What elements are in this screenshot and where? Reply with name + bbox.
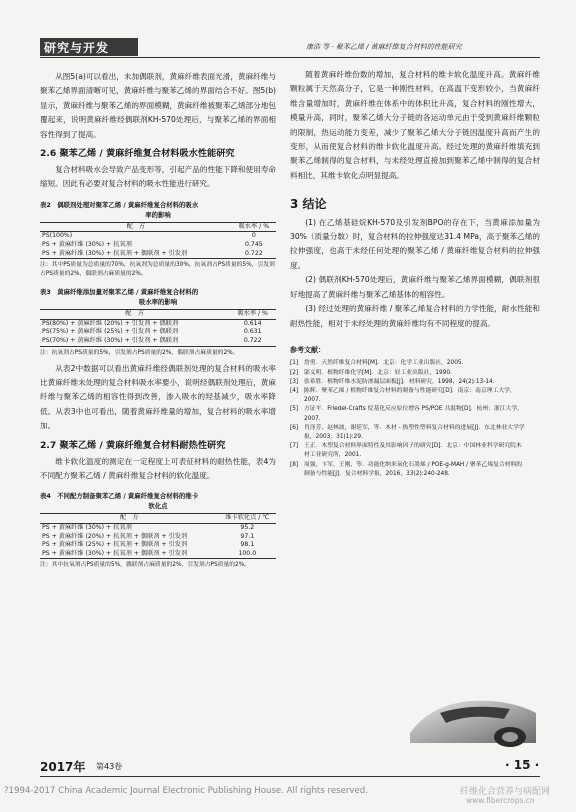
table-header: 配 方 <box>40 222 232 232</box>
header-rule <box>40 57 540 58</box>
table-row: PS + 黄麻纤维 (30%) + 抗氧剂 + 偶联剂 + 引发剂 0.722 <box>40 250 276 259</box>
reference-item: [3] 张希胜．植物纤维水泥防渗漏层面板[J]．材料研究，1998，24(2):13-14. <box>290 378 495 385</box>
table-row: PS + 黄麻纤维 (30%) + 抗氧剂 + 偶联剂 + 引发剂 100.0 <box>40 550 276 559</box>
table-row: PS(70%) + 黄麻纤维 (30%) + 引发剂 + 偶联剂 0.722 <box>40 337 276 346</box>
conclusion-2: (2) 偶联剂KH-570处理后，黄麻纤维与聚苯乙烯界面模糊，偶联剂很好地提高了黄麻纤维与聚苯乙烯基体的相容性。 <box>290 275 540 299</box>
table-header: 配 方 <box>40 514 219 524</box>
table-header: 配 方 <box>40 310 229 320</box>
footer-issue: 第43卷 <box>96 762 123 771</box>
footer-rule <box>40 776 540 777</box>
table-row: PS(100%) 0 <box>42 232 256 240</box>
reference-item: [2] 邬义明．植物纤维化学[M]．北京：轻工业出版社，1990. <box>290 369 452 376</box>
reference-item: [1] 詹勇．天然纤维复合材料[M]．北京：化学工业出版社，2005. <box>290 360 464 367</box>
section-title: 研究与开发 <box>44 41 110 55</box>
table-3 <box>40 309 276 346</box>
table-header: 吸水率 / % <box>229 310 276 320</box>
section-heading-2-6: 2.6 聚苯乙烯 / 黄麻纤维复合材料吸水性能研究 <box>40 148 235 160</box>
table-3-note: 注：抗氧剂占PS质量的5%，引发剂占PS质量的2%，偶联剂占麻质量的2%。 <box>40 349 239 356</box>
table-row: PS + 黄麻纤维 (25%) + 抗氧剂 + 偶联剂 + 引发剂 98.1 <box>42 541 255 549</box>
table-row: PS + 黄麻纤维 (30%) + 抗氧剂 95.2 <box>42 524 255 532</box>
table-header: 吸水率 / % <box>232 222 276 232</box>
paragraph: 复合材料吸水会导致产品变形等，引起产品的性能下降和使用寿命缩短。因此有必要对复合材料的吸水性能进行研究。 <box>40 165 276 189</box>
copyright-notice: ?1994-2017 China Academic Journal Electronic Publishing House. All rights reserved. <box>4 786 368 796</box>
right-column <box>290 68 540 479</box>
paragraph: 维卡软化温度的测定在一定程度上可表征材料的耐热性能，表4为不同配方聚苯乙烯 / 黄麻纤维复合材料的软化温度。 <box>40 456 276 481</box>
table-4 <box>40 513 276 559</box>
reference-item: [6] 肖泽芳，赵林波，谢延军，等．木材 - 热塑性塑料复合材料的进展[J]．东北林业大学学报，2003，31(1):29. <box>290 424 525 440</box>
table-4-caption: 表4 不同配方制备聚苯乙烯 / 黄麻纤维复合材料的维卡 软化点 <box>40 492 199 511</box>
table-row: PS + 黄麻纤维 (30%) + 抗氧剂 0.745 <box>42 241 263 249</box>
section-heading-conclusion: 3 结论 <box>290 197 327 212</box>
car-illustration <box>400 683 540 747</box>
reference-item: [4] 陈辉．聚苯乙烯 / 植物纤维复合材料的制备与性能研究[D]．南京：南京理工大学，2007. <box>290 387 516 404</box>
left-column <box>40 70 276 574</box>
reference-item: [5] 方证平．Friedel-Crafts 烷基化反应原位增容 PS/POE 共混物[D]．杭州：浙江大学，2007. <box>290 406 523 422</box>
running-head: 康浩 等 · 聚苯乙烯 / 黄麻纤维复合材料的性能研究 <box>306 43 462 51</box>
conclusion-1: (1) 在乙烯基硅烷KH-570及引发剂BPO的存在下，当黄麻添加量为30%（质量分数）时，复合材料的拉伸强度达31.4 MPa，高于聚苯乙烯的拉伸强度，也高于未经任何处理的聚苯乙烯 / 黄麻纤维复合材料的拉伸强度。 <box>290 217 540 270</box>
conclusion-3: (3) 经过处理的黄麻纤维 / 聚苯乙烯复合材料的力学性能，耐水性能和耐热性能，相对于未经处理的黄麻纤维均有不同程度的提高。 <box>290 304 540 328</box>
paragraph: 随着黄麻纤维份数的增加，复合材料的维卡软化温度升高。黄麻纤维颗粒属于天然高分子，它是一种刚性材料，在高温下变形较小，当黄麻纤维含量增加时，黄麻纤维在体系中的体积比升高，复合材料的刚性增大，模量升高，同时，聚苯乙烯大分子链的各运动单元由于受到黄麻纤维颗粒的限制，热运动能力变差，减少了聚苯乙烯大分子链因温度升高而产生的变形，从而使复合材料的维卡软化温度升高。经过处理的黄麻纤维填充到聚苯乙烯制得的复合材料，与未经处理直接加到聚苯乙烯中制得的复合材料相比，其维卡软化点明显提高。 <box>290 70 540 180</box>
table-2-note: 注：其中PS质量为总质量的70%，抗氧剂为总质量的30%，抗氧剂占PS质量的5%，引发剂占PS质量的2%，偶联剂占麻质量的2%。 <box>40 262 275 278</box>
table-row: PS(80%) + 黄麻纤维 (20%) + 引发剂 + 偶联剂 0.614 <box>42 319 262 327</box>
table-row: PS + 黄麻纤维 (20%) + 抗氧剂 + 偶联剂 + 引发剂 97.1 <box>42 532 255 540</box>
table-row: PS(75%) + 黄麻纤维 (25%) + 引发剂 + 偶联剂 0.631 <box>42 328 262 336</box>
watermark-url: www.fibercrops.cn <box>466 796 535 805</box>
reference-item: [8] 周强，卞军，王刚，等．功能化纳米氧化石墨烯 / POE-g-MAH / 聚苯乙烯复合材料的制备与性能[J]．复合材料学报，2016，33(2):240-248. <box>290 461 523 477</box>
table-2-caption: 表2 偶联剂处理对聚苯乙烯 / 黄麻纤维复合材料的吸水 率的影响 <box>40 200 199 219</box>
reference-list <box>290 359 526 479</box>
section-heading-2-7: 2.7 聚苯乙烯 / 黄麻纤维复合材料耐热性研究 <box>40 439 226 451</box>
table-header: 维卡软化点 / ℃ <box>219 514 276 524</box>
table-2 <box>40 222 276 259</box>
table-4-note: 注：其中抗氧剂占PS质量的5%，偶联剂占麻质量的2%，引发剂占PS质量的2%。 <box>40 562 251 569</box>
watermark: 纤维化合营养与病配网 <box>460 787 551 797</box>
paragraph: 从表2中数据可以看出黄麻纤维经偶联剂处理的复合材料的吸水率比黄麻纤维未处理的复合材料吸水率要小，说明经偶联剂处理后，黄麻纤维与聚苯乙烯的相容性得到改善，渗入吸水的羟基减少，吸水率降低。从表3中也可看出，随着黄麻纤维量的增加，复合材料的吸水率增加。 <box>40 363 276 431</box>
page-number: · 15 · <box>505 758 540 772</box>
references-heading: 参考文献： <box>290 345 325 354</box>
table-3-caption: 表3 黄麻纤维添加量对聚苯乙烯 / 黄麻纤维复合材料的 吸水率的影响 <box>40 288 199 307</box>
footer-year: 2017年 <box>40 760 86 774</box>
paragraph: 从图5(a)可以看出，未加偶联剂，黄麻纤维表面光滑，黄麻纤维与聚苯乙烯界面清晰可见，黄麻纤维与聚苯乙烯的界面结合不好。图5(b)显示，黄麻纤维与聚苯乙烯的界面模糊，黄麻纤维被聚苯乙烯部分地包覆起来，说明黄麻纤维经偶联剂KH-570处理后，与聚苯乙烯的界面相容性得到了提高。 <box>40 72 276 139</box>
reference-item: [7] 王正．木塑复合材料界面特性及其影响因子的研究[D]．北京：中国林业科学研究院木材工业研究所，2001. <box>290 443 522 459</box>
